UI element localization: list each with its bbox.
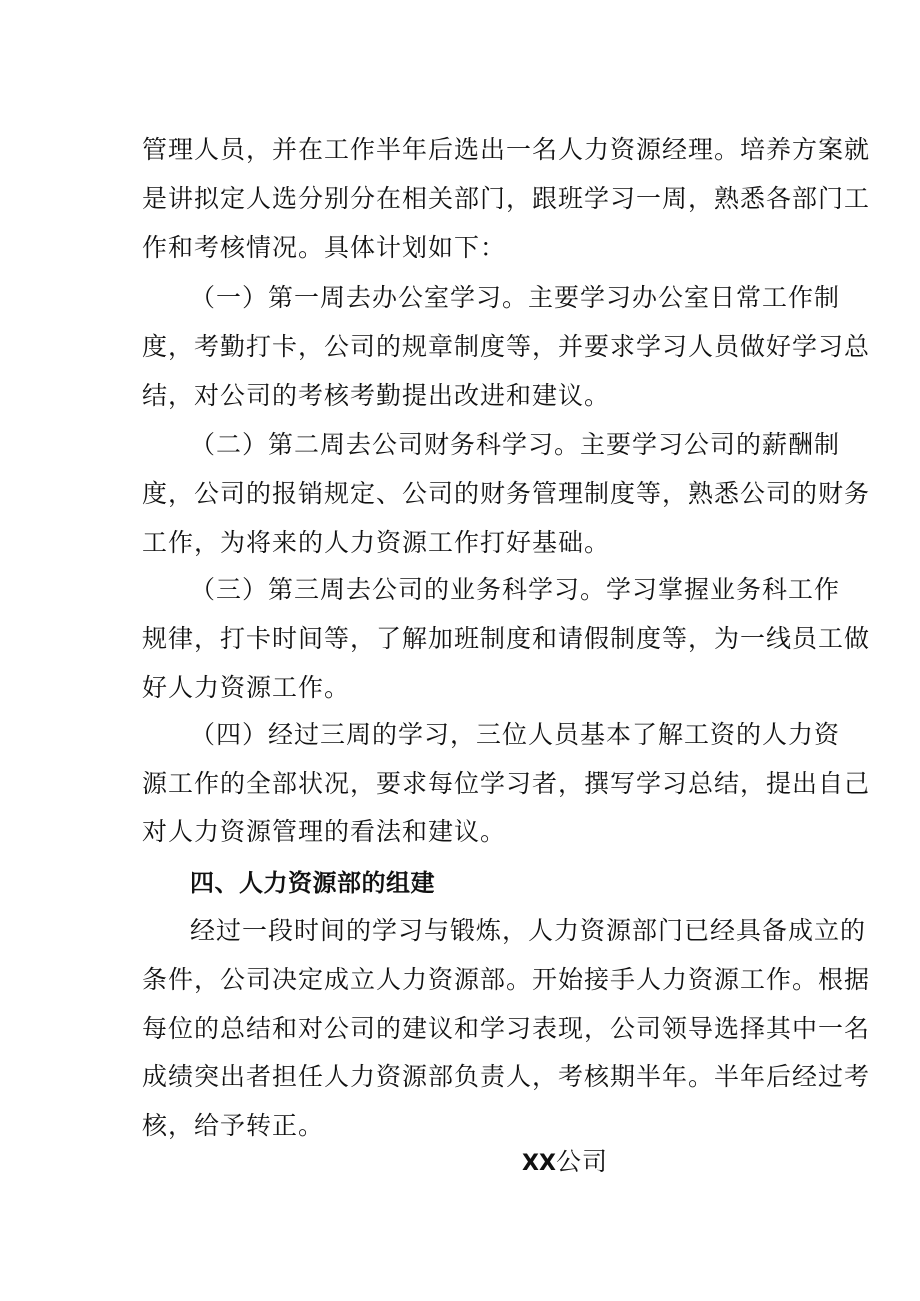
signature-company: 公司 xyxy=(555,1147,608,1176)
plan-item-line: 工作，为将来的人力资源工作打好基础。 xyxy=(142,528,611,557)
section-body-line: 成绩突出者担任人力资源部负责人，考核期半年。半年后经过考 xyxy=(142,1062,871,1091)
plan-item-line: 规律，打卡时间等，了解加班制度和请假制度等，为一线员工做 xyxy=(142,624,871,653)
section-body-line: 核，给予转正。 xyxy=(142,1111,325,1140)
plan-item-line: （四）经过三周的学习，三位人员基本了解工资的人力资 xyxy=(190,720,841,749)
plan-item-line: 度，考勤打卡，公司的规章制度等，并要求学习人员做好学习总 xyxy=(142,332,871,361)
section-body-line: 经过一段时间的学习与锻炼，人力资源部门已经具备成立的 xyxy=(190,916,867,945)
company-signature xyxy=(522,1145,608,1181)
plan-item-line: 好人力资源工作。 xyxy=(142,673,351,702)
plan-item-line: （二）第二周去公司财务科学习。主要学习公司的薪酬制 xyxy=(190,430,841,459)
section-body-line: 每位的总结和对公司的建议和学习表现，公司领导选择其中一名 xyxy=(142,1014,871,1043)
signature-prefix: XX xyxy=(522,1151,556,1176)
plan-item-line: （三）第三周去公司的业务科学习。学习掌握业务科工作 xyxy=(190,575,841,604)
intro-line: 作和考核情况。具体计划如下： xyxy=(142,233,507,262)
section-heading: 四、人力资源部的组建 xyxy=(190,869,435,897)
plan-item-line: 源工作的全部状况，要求每位学习者，撰写学习总结，提出自己 xyxy=(142,769,871,798)
section-body-line: 条件，公司决定成立人力资源部。开始接手人力资源工作。根据 xyxy=(142,965,871,994)
plan-item-line: 结，对公司的考核考勤提出改进和建议。 xyxy=(142,381,611,410)
plan-item-line: 对人力资源管理的看法和建议。 xyxy=(142,817,507,846)
plan-item-line: （一）第一周去办公室学习。主要学习办公室日常工作制 xyxy=(190,283,841,312)
intro-line: 管理人员，并在工作半年后选出一名人力资源经理。培养方案就 xyxy=(142,135,871,164)
plan-item-line: 度，公司的报销规定、公司的财务管理制度等，熟悉公司的财务 xyxy=(142,479,871,508)
intro-line: 是讲拟定人选分别分在相关部门，跟班学习一周，熟悉各部门工 xyxy=(142,184,871,213)
